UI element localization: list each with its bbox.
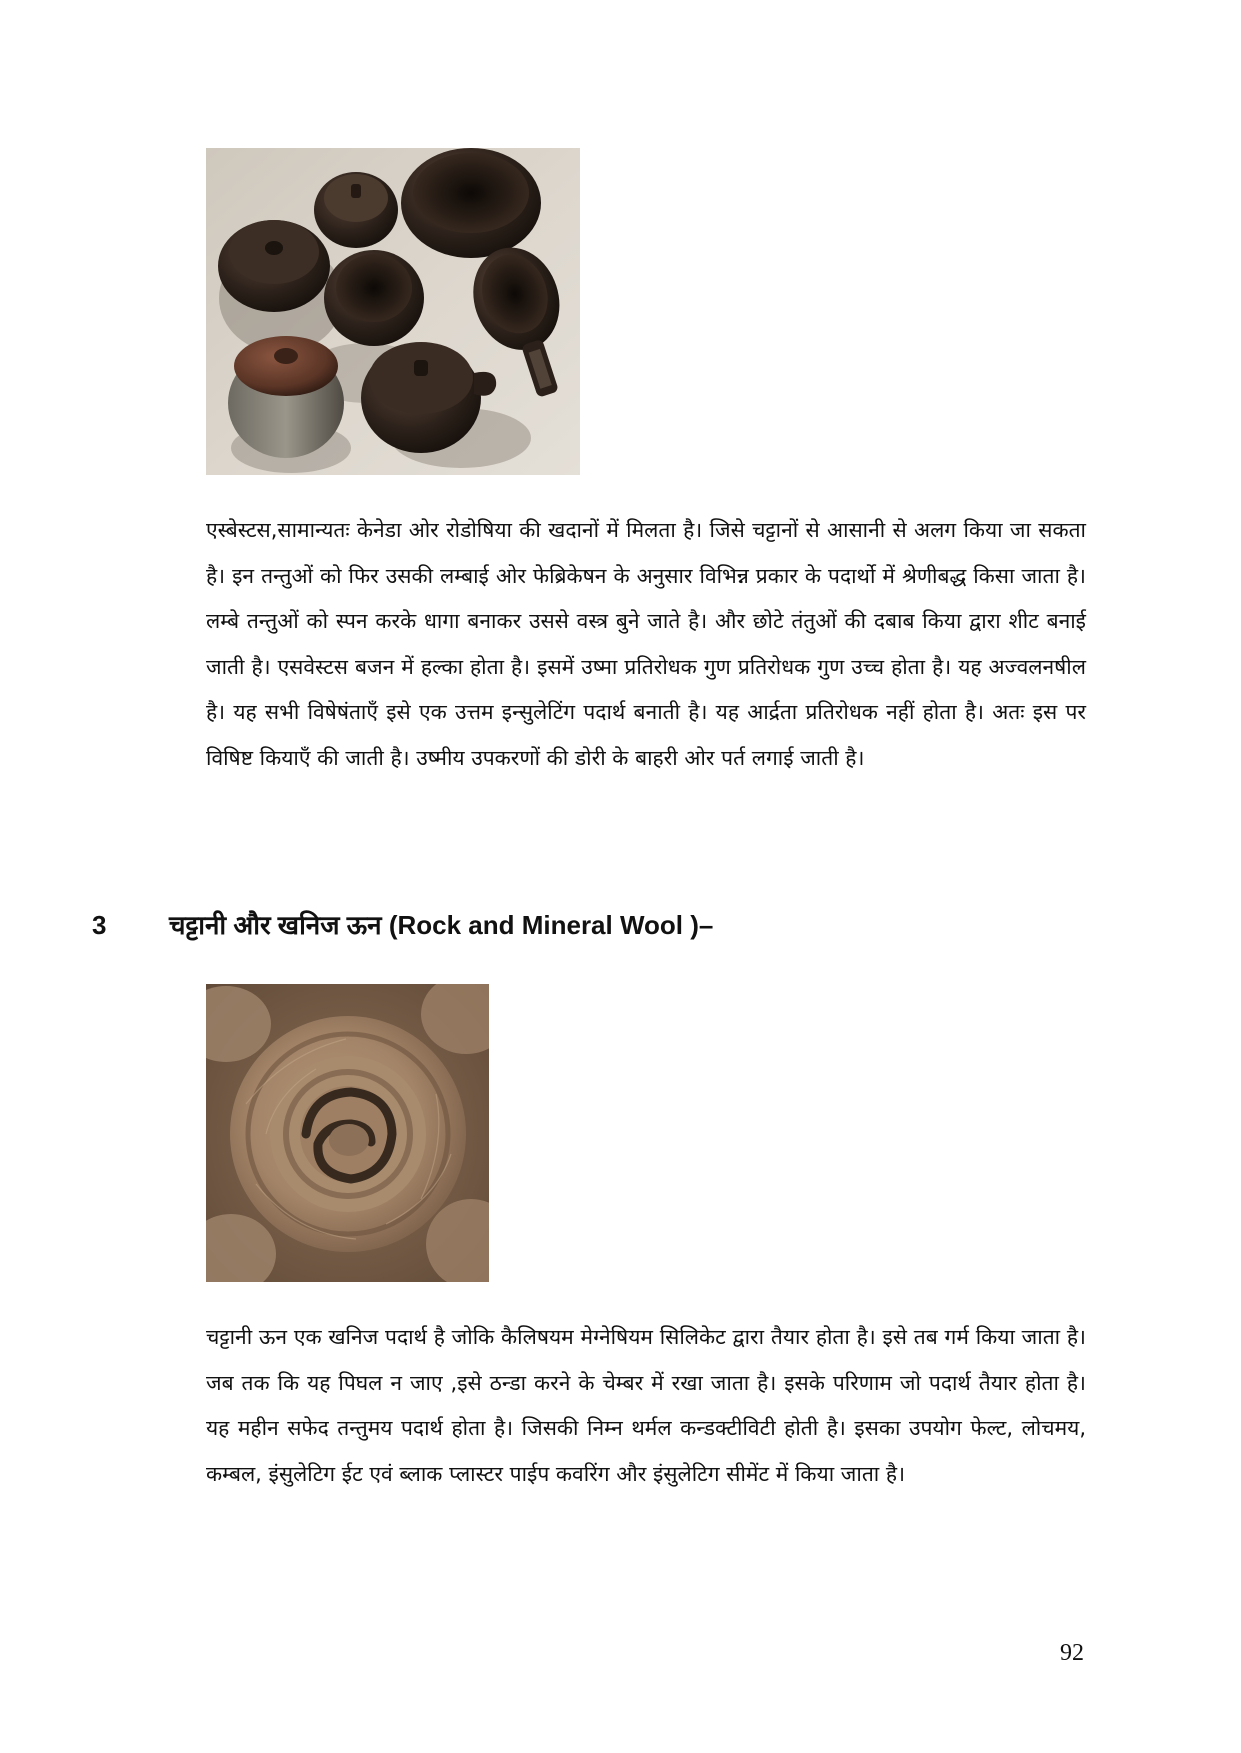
clay-pots-illustration: [206, 148, 580, 475]
heading-title: चट्टानी और खनिज ऊन (Rock and Mineral Wool )–: [169, 910, 714, 940]
heading-number: 3: [92, 910, 107, 940]
section-heading: [92, 905, 1092, 945]
rock-wool-paragraph: चट्टानी ऊन एक खनिज पदार्थ है जोकि कैलिषयम मेग्नेषियम सिलिकेट द्वारा तैयार होता है। इसे तब गर्म किया जाता है। जब तक कि यह पिघल न जाए ,इसे ठन्डा करने के चेम्बर में रखा जाता है। इसके परिणाम जो पदार्थ तैयार होता है। यह महीन सफेद तन्तुमय पदार्थ होता है। जिसकी निम्न थर्मल कन्डक्टीविटी होती है। इसका उपयोग फेल्ट, लोचमय, कम्बल, इंसुलेटिग ईट एवं ब्लाक प्लास्टर पाईप कवरिंग और इंसुलेटिग सीमेंट में किया जाता है।: [206, 1325, 1086, 1486]
asbestos-paragraph: एस्बेस्टस,सामान्यतः केनेडा ओर रोडोषिया की खदानों में मिलता है। जिसे चट्टानों से आसानी से अलग किया जा सकता है। इन तन्तुओं को फिर उसकी लम्बाई ओर फेब्रिकेषन के अनुसार विभिन्न प्रकार के पदार्थो में श्रेणीबद्ध किसा जाता है। लम्बे तन्तुओं को स्पन करके धागा बनाकर उससे वस्त्र बुने जाते है। और छोटे तंतुओं की दबाब किया द्वारा शीट बनाई जाती है। एसवेस्टस बजन में हल्का होता है। इसमें उष्मा प्रतिरोधक गुण प्रतिरोधक गुण उच्च होता है। यह अज्वलनषील है। यह सभी विषेषंताएँ इसे एक उत्तम इन्सुलेटिंग पदार्थ बनाती है। यह आर्द्रता प्रतिरोधक नहीं होता है। अतः इस पर विषिष्ट कियाएँ की जाती है। उष्मीय उपकरणों की डोरी के बाहरी ओर पर्त लगाई जाती है।: [206, 518, 1086, 770]
page-number: 92: [1060, 1640, 1084, 1666]
photo-clay-pots: [206, 148, 580, 475]
rock-wool-illustration: [206, 984, 489, 1282]
photo-rock-wool-roll: [206, 984, 489, 1282]
